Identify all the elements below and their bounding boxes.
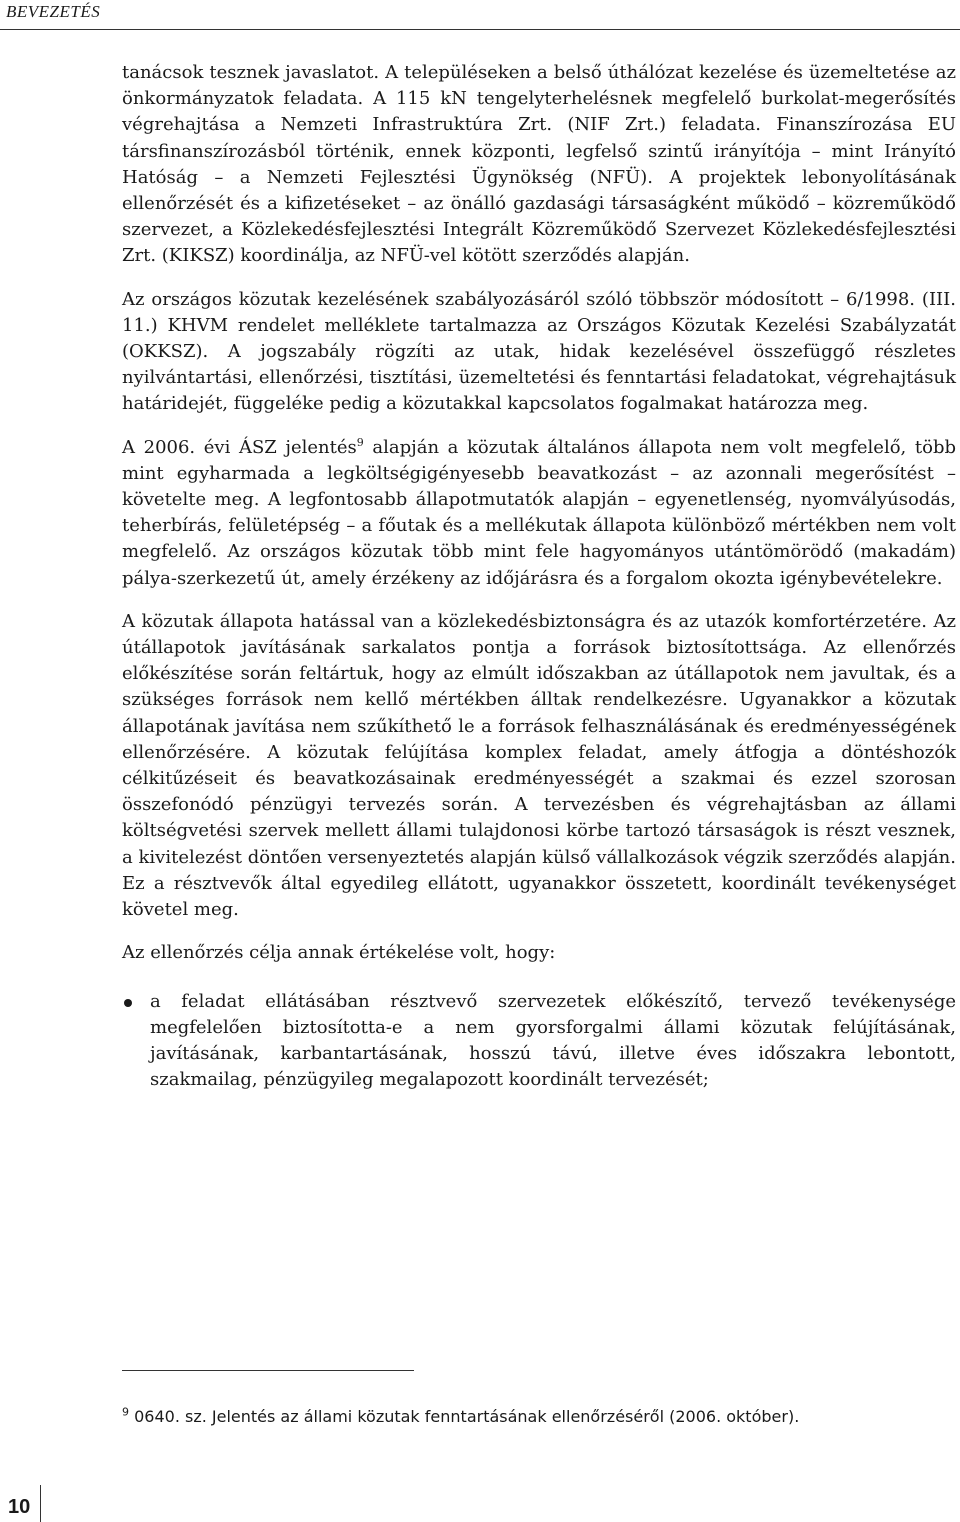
paragraph-2: Az országos közutak kezelésének szabályozásáról szóló többször módosított – 6/1998. (III. 11.) KHVM rendelet melléklete tartalmazza az Országos Közutak Kezelési Szabályzatát (OKKSZ). A jogszabály rögzíti az utak, hidak kezelésével összefüggő részletes nyilvántartási, ellenőrzési, tisztítási, üzemeltetési és fenntartási feladatokat, végrehajtásuk határidejét, függeléke pedig a közutakkal kapcsolatos fogalmakat határozza meg.: [122, 288, 956, 415]
paragraph-3: [122, 435, 956, 592]
paragraph-4: A közutak állapota hatással van a közlekedésbiztonságra és az utazók komfortérzetére. Az útállapotok javításának sarkalatos pontja a források biztosítottsága. Az ellenőrzés előkészítése során feltártuk, hogy az elmúlt időszakban az útállapotok nem javultak, és a szükséges források nem kellő mértékben álltak rendelkezésre. Ugyanakkor a közutak állapotának javítása nem szűkíthető le a források felhasználásának és eredményességének ellenőrzésére. A közutak felújítása komplex feladat, amely átfogja a döntéshozók célkitűzéseit és beavatkozásainak eredményességét a szakmai és ezzel szorosan összefonódó pénzügyi tervezés során. A tervezésben és végrehajtásban az állami költségvetési szervek mellett állami tulajdonosi körbe tartozó társaságok is részt vesznek, a kivitelezést döntően versenyeztetés alapján külső vállalkozások végzik szerződés alapján. Ez a résztvevők által egyedileg ellátott, ugyanakkor összetett, koordinált tevékenységet követel meg.: [122, 610, 956, 921]
header-rule: [0, 29, 960, 30]
paragraph-3-lead: A 2006. évi ÁSZ jelentés: [122, 436, 357, 458]
bullet-icon: [124, 999, 132, 1007]
section-title: BEVEZETÉS: [6, 2, 101, 21]
page-number: 10: [8, 1496, 31, 1518]
paragraph-5: Az ellenőrzés célja annak értékelése volt, hogy:: [122, 942, 556, 964]
footnote-text: 0640. sz. Jelentés az állami közutak fenntartásának ellenőrzéséről (2006. október).: [134, 1407, 800, 1426]
list-item: [122, 989, 956, 1094]
footnote-separator: [122, 1370, 414, 1371]
paragraph-1: tanácsok tesznek javaslatot. A településeken a belső úthálózat kezelése és üzemeltetése az önkormányzatok feladata. A 115 kN tengelyterhelésnek megfelelő burkolat-megerősítés végrehajtása a Nemzeti Infrastruktúra Zrt. (NIF Zrt.) feladata. Finanszírozása EU társfinanszírozásból történik, ennek központi, legfelső szintű irányítója – mint Irányító Hatóság – a Nemzeti Fejlesztési Ügynökség (NFÜ). A projektek lebonyolításának ellenőrzését és a kifizetéseket – az önálló gazdasági társaságként működő – közreműködő szervezet, a Közlekedésfejlesztési Integrált Közreműködő Szervezet Közlekedésfejlesztési Zrt. (KIKSZ) koordinálja, az NFÜ-vel kötött szerződés alapján.: [122, 62, 956, 267]
footnote: [122, 1406, 956, 1428]
list-item-text: a feladat ellátásában résztvevő szervezetek előkészítő, tervező tevékenysége megfelelően biztosította-e a nem gyorsforgalmi állami közutak felújításának, javításának, karbantartásának, hosszú távú, illetve éves időszakra lebontott, szakmailag, pénzügyileg megalapozott koordinált tervezését;: [150, 990, 956, 1091]
page-header: [0, 0, 960, 30]
footnote-number: 9: [122, 1405, 129, 1419]
bullet-list: [122, 989, 956, 1094]
paragraph-3-rest: alapján a közutak általános állapota nem volt megfelelő, több mint egyharmada a legköltségigényesebb beavatkozást – az azonnali megerősítést – követelte meg. A legfontosabb állapotmutatók alapján – egyenetlenség, nyomvályúsodás, teherbírás, felületépség – a főutak és a mellékutak állapota különböző mértékben nem volt megfelelő. Az országos közutak több mint fele hagyományos utántömörödő (makadám) pálya-szerkezetű út, amely érzékeny az időjárásra és a forgalom okozta igénybevételekre.: [122, 436, 956, 589]
main-content: [122, 60, 956, 1093]
footnote-reference[interactable]: 9: [356, 435, 364, 449]
page-number-rule: [40, 1485, 41, 1522]
